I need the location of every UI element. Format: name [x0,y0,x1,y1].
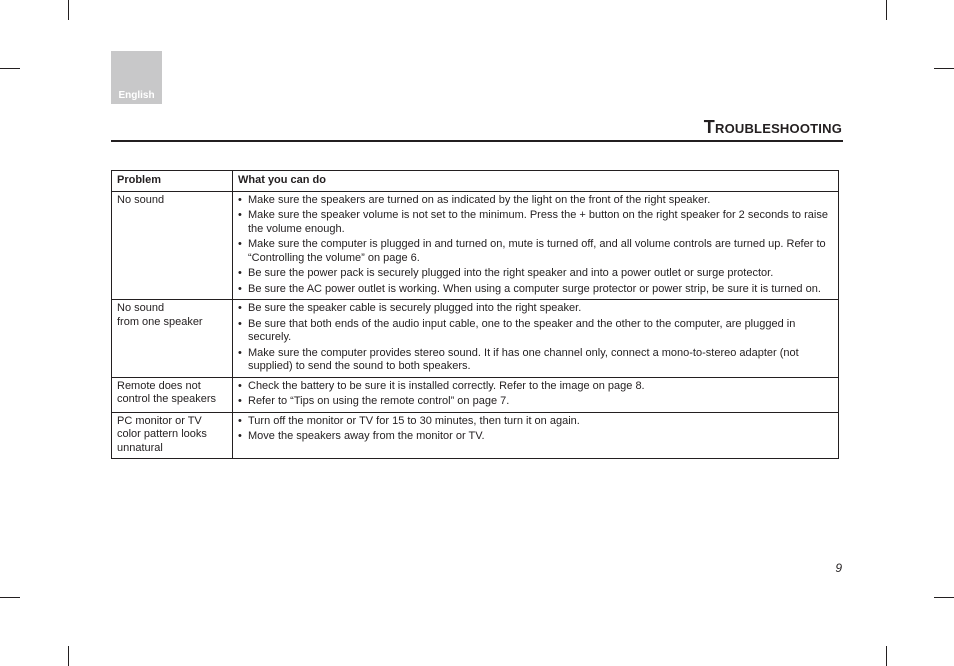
crop-mark [886,646,887,666]
list-item: • Turn off the monitor or TV for 15 to 30 minutes, then turn it on again. [238,415,834,429]
crop-mark [886,0,887,20]
problem-cell: Remote does not control the speakers [112,377,233,412]
troubleshooting-table [111,170,839,459]
solution-column-header: What you can do [233,171,839,192]
language-tab [111,51,162,104]
page-title: Troubleshooting [703,117,842,137]
list-item: • Be sure the power pack is securely plugged into the right speaker and into a power outlet or surge protector. [238,267,834,281]
problem-cell: PC monitor or TV color pattern looks unnatural [112,412,233,459]
solution-list [238,194,834,297]
crop-mark [68,646,69,666]
list-item: • Make sure the speakers are turned on as indicated by the light on the front of the right speaker. [238,194,834,208]
crop-mark [934,68,954,69]
problem-cell: No sound from one speaker [112,300,233,378]
table-row [112,412,839,459]
solution-cell [233,300,839,378]
crop-mark [0,68,20,69]
table-header-row [112,171,839,192]
solution-list [238,380,834,409]
list-item: • Be sure the speaker cable is securely plugged into the right speaker. [238,302,834,316]
solution-list [238,302,834,374]
solution-cell [233,412,839,459]
table-row [112,300,839,378]
page-number: 9 [835,561,842,575]
table-row [112,191,839,300]
list-item: • Be sure the AC power outlet is working. When using a computer surge protector or power strip, be sure it is turned on. [238,283,834,297]
list-item: • Make sure the computer is plugged in and turned on, mute is turned off, and all volume controls are turned up. Refer to “Controlling the volume” on page 6. [238,238,834,265]
solution-cell [233,191,839,300]
solution-cell [233,377,839,412]
table-row [112,377,839,412]
list-item: • Refer to “Tips on using the remote control” on page 7. [238,395,834,409]
title-rule [111,140,843,142]
list-item: • Be sure that both ends of the audio input cable, one to the speaker and the other to the computer, are plugged in securely. [238,318,834,345]
crop-mark [68,0,69,20]
problem-cell: No sound [112,191,233,300]
solution-list [238,415,834,444]
list-item: • Make sure the speaker volume is not set to the minimum. Press the + button on the right speaker for 2 seconds to raise the volume enough. [238,209,834,236]
list-item: • Check the battery to be sure it is installed correctly. Refer to the image on page 8. [238,380,834,394]
list-item: • Move the speakers away from the monitor or TV. [238,430,834,444]
problem-column-header: Problem [112,171,233,192]
language-tab-label: English [118,90,155,101]
crop-mark [0,597,20,598]
crop-mark [934,597,954,598]
list-item: • Make sure the computer provides stereo sound. It if has one channel only, connect a mono-to-stereo adapter (not supplied) to send the sound to both speakers. [238,347,834,374]
